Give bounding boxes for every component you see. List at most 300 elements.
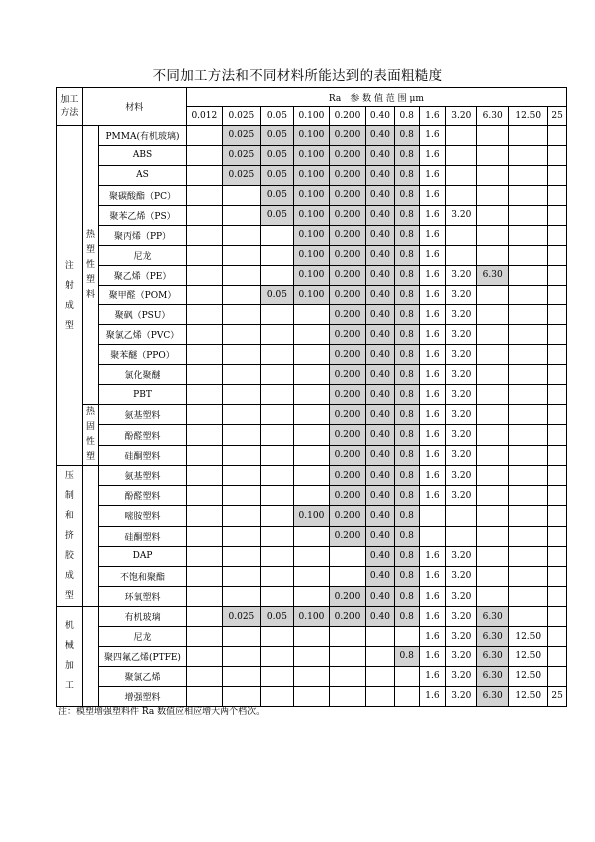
- ra-cell: [446, 225, 477, 245]
- ra-cell: [394, 686, 419, 706]
- ra-cell: 0.200: [329, 607, 365, 627]
- ra-cell: 0.200: [329, 466, 365, 486]
- ra-cell: [293, 425, 329, 445]
- table-row: [57, 486, 567, 506]
- ra-cell: 0.40: [366, 445, 395, 465]
- ra-cell: [446, 165, 477, 185]
- ra-cell: 1.6: [419, 285, 446, 305]
- subcategory-cell: 热固性塑: [82, 405, 98, 466]
- ra-cell: [509, 205, 548, 225]
- ra-cell: [186, 566, 222, 586]
- table-row: [57, 285, 567, 305]
- page-title: 不同加工方法和不同材料所能达到的表面粗糙度: [152, 68, 443, 84]
- ra-cell: 0.100: [293, 126, 329, 146]
- ra-cell: 0.200: [329, 245, 365, 265]
- ra-cell: 0.100: [293, 607, 329, 627]
- ra-cell: [446, 126, 477, 146]
- ra-cell: [548, 145, 567, 165]
- ra-cell: [548, 466, 567, 486]
- ra-cell: 0.40: [366, 607, 395, 627]
- ra-cell: 6.30: [477, 607, 509, 627]
- ra-cell: [477, 506, 509, 526]
- ra-cell: 0.40: [366, 245, 395, 265]
- ra-cell: [260, 647, 293, 667]
- ra-cell: 1.6: [419, 566, 446, 586]
- table-row: [57, 445, 567, 465]
- material-cell: 尼龙: [99, 245, 187, 265]
- ra-cell: [222, 647, 260, 667]
- ra-cell: [509, 365, 548, 385]
- ra-cell: 0.8: [394, 445, 419, 465]
- ra-cell: [260, 445, 293, 465]
- table-row: [57, 466, 567, 486]
- table-row: [57, 345, 567, 365]
- material-cell: 氨基塑料: [99, 405, 187, 425]
- ra-cell: [548, 245, 567, 265]
- ra-cell: [394, 666, 419, 686]
- ra-cell: 3.20: [446, 586, 477, 606]
- ra-cell: [509, 566, 548, 586]
- ra-cell: [446, 145, 477, 165]
- table-row: [57, 185, 567, 205]
- ra-cell: [366, 666, 395, 686]
- ra-cell: 0.40: [366, 466, 395, 486]
- ra-cell: 0.40: [366, 165, 395, 185]
- material-cell: 酚醛塑料: [99, 486, 187, 506]
- ra-cell: [548, 205, 567, 225]
- ra-cell: [509, 385, 548, 405]
- ra-cell: 0.40: [366, 526, 395, 546]
- ra-cell: [186, 285, 222, 305]
- ra-cell: [260, 486, 293, 506]
- ra-cell: [329, 627, 365, 647]
- table-row: [57, 405, 567, 425]
- ra-cell: [548, 365, 567, 385]
- ra-cell: [293, 405, 329, 425]
- material-cell: PMMA(有机玻璃): [99, 126, 187, 146]
- material-cell: 氨基塑料: [99, 466, 187, 486]
- material-cell: 环氧塑料: [99, 586, 187, 606]
- ra-cell: [260, 526, 293, 546]
- ra-cell: [260, 325, 293, 345]
- ra-cell: [329, 666, 365, 686]
- ra-cell: 6.30: [477, 686, 509, 706]
- ra-cell: [477, 425, 509, 445]
- ra-cell: [329, 546, 365, 566]
- ra-cell: [477, 145, 509, 165]
- ra-cell: [186, 385, 222, 405]
- subcategory-cell: [82, 466, 98, 607]
- ra-cell: 3.20: [446, 666, 477, 686]
- ra-cell: 0.8: [394, 285, 419, 305]
- ra-cell: 0.200: [329, 365, 365, 385]
- ra-cell: 12.50: [509, 666, 548, 686]
- ra-cell: 1.6: [419, 265, 446, 285]
- material-cell: 酚醛塑料: [99, 425, 187, 445]
- table-row: [57, 566, 567, 586]
- ra-cell: 0.40: [366, 365, 395, 385]
- ra-cell: 0.40: [366, 486, 395, 506]
- ra-cell: [222, 205, 260, 225]
- ra-cell: 3.20: [446, 405, 477, 425]
- ra-cell: 0.8: [394, 506, 419, 526]
- ra-cell: [260, 586, 293, 606]
- ra-cell: 1.6: [419, 385, 446, 405]
- ra-cell: 1.6: [419, 425, 446, 445]
- ra-cell: [186, 666, 222, 686]
- table-row: [57, 385, 567, 405]
- ra-cell: [260, 566, 293, 586]
- ra-cell: 0.200: [329, 205, 365, 225]
- ra-cell: 0.40: [366, 425, 395, 445]
- ra-cell: [222, 225, 260, 245]
- ra-cell: 0.8: [394, 425, 419, 445]
- ra-cell: [548, 607, 567, 627]
- ra-cell: [260, 225, 293, 245]
- material-cell: 氯化聚醚: [99, 365, 187, 385]
- roughness-table: [56, 87, 567, 707]
- ra-cell: 0.8: [394, 265, 419, 285]
- ra-cell: 0.40: [366, 265, 395, 285]
- ra-cell: [293, 466, 329, 486]
- ra-cell: 0.100: [293, 205, 329, 225]
- ra-cell: [293, 445, 329, 465]
- ra-cell: 0.200: [329, 305, 365, 325]
- ra-value-header: 1.6: [419, 107, 446, 126]
- ra-cell: [293, 325, 329, 345]
- ra-cell: 0.40: [366, 305, 395, 325]
- ra-cell: 0.8: [394, 145, 419, 165]
- ra-cell: [509, 165, 548, 185]
- ra-cell: 0.40: [366, 285, 395, 305]
- ra-cell: [548, 385, 567, 405]
- ra-cell: [186, 647, 222, 667]
- ra-cell: [366, 627, 395, 647]
- ra-cell: [477, 165, 509, 185]
- ra-cell: [509, 586, 548, 606]
- ra-cell: 0.100: [293, 165, 329, 185]
- ra-cell: [186, 225, 222, 245]
- ra-cell: [509, 145, 548, 165]
- ra-cell: [477, 185, 509, 205]
- ra-cell: 0.8: [394, 586, 419, 606]
- ra-cell: [446, 185, 477, 205]
- ra-cell: [477, 566, 509, 586]
- ra-cell: [260, 265, 293, 285]
- ra-cell: 1.6: [419, 627, 446, 647]
- ra-cell: 0.100: [293, 225, 329, 245]
- ra-cell: [548, 425, 567, 445]
- ra-cell: 6.30: [477, 647, 509, 667]
- ra-cell: 6.30: [477, 265, 509, 285]
- ra-cell: [548, 225, 567, 245]
- ra-cell: 0.8: [394, 607, 419, 627]
- ra-cell: 1.6: [419, 546, 446, 566]
- ra-cell: [222, 566, 260, 586]
- ra-cell: [509, 466, 548, 486]
- ra-cell: 0.200: [329, 526, 365, 546]
- ra-cell: [509, 526, 548, 546]
- ra-cell: 3.20: [446, 627, 477, 647]
- ra-cell: 0.8: [394, 345, 419, 365]
- ra-cell: [293, 686, 329, 706]
- ra-cell: [477, 325, 509, 345]
- ra-cell: [222, 405, 260, 425]
- table-row: [57, 165, 567, 185]
- ra-cell: [260, 686, 293, 706]
- table-row: [57, 546, 567, 566]
- table-row: [57, 425, 567, 445]
- ra-cell: [222, 325, 260, 345]
- material-cell: 聚丙烯（PP）: [99, 225, 187, 245]
- ra-cell: 3.20: [446, 686, 477, 706]
- subcategory-cell: 热塑性塑料: [82, 126, 98, 405]
- ra-cell: 0.40: [366, 566, 395, 586]
- ra-cell: 0.40: [366, 126, 395, 146]
- ra-cell: [222, 345, 260, 365]
- ra-cell: 0.025: [222, 145, 260, 165]
- ra-cell: [260, 245, 293, 265]
- ra-cell: [366, 686, 395, 706]
- ra-cell: [509, 506, 548, 526]
- ra-cell: 3.20: [446, 607, 477, 627]
- ra-value-header: 0.100: [293, 107, 329, 126]
- method-cell: 注射成型: [57, 126, 83, 466]
- ra-cell: [186, 526, 222, 546]
- ra-cell: [477, 225, 509, 245]
- ra-cell: [509, 607, 548, 627]
- ra-cell: [186, 245, 222, 265]
- ra-cell: [293, 526, 329, 546]
- method-cell: 机械加工: [57, 607, 83, 707]
- ra-cell: 3.20: [446, 285, 477, 305]
- ra-cell: 6.30: [477, 627, 509, 647]
- ra-cell: 0.05: [260, 607, 293, 627]
- ra-cell: [293, 385, 329, 405]
- ra-cell: [509, 285, 548, 305]
- ra-cell: [186, 425, 222, 445]
- ra-cell: [222, 265, 260, 285]
- ra-cell: 0.100: [293, 245, 329, 265]
- table-row: [57, 245, 567, 265]
- ra-cell: [509, 265, 548, 285]
- ra-cell: [293, 345, 329, 365]
- ra-cell: [222, 285, 260, 305]
- ra-value-header: 0.8: [394, 107, 419, 126]
- ra-cell: [509, 325, 548, 345]
- material-cell: 聚苯乙烯（PS）: [99, 205, 187, 225]
- ra-cell: [477, 305, 509, 325]
- ra-cell: 3.20: [446, 365, 477, 385]
- ra-cell: [509, 126, 548, 146]
- ra-cell: 1.6: [419, 365, 446, 385]
- ra-cell: 3.20: [446, 325, 477, 345]
- method-header: 加工方法: [57, 88, 83, 126]
- ra-cell: [293, 566, 329, 586]
- ra-cell: [548, 345, 567, 365]
- ra-cell: 1.6: [419, 345, 446, 365]
- ra-cell: [293, 546, 329, 566]
- ra-value-header: 6.30: [477, 107, 509, 126]
- ra-cell: 0.8: [394, 165, 419, 185]
- ra-cell: [394, 627, 419, 647]
- ra-cell: [293, 486, 329, 506]
- table-row: [57, 607, 567, 627]
- ra-cell: [186, 365, 222, 385]
- ra-cell: 3.20: [446, 466, 477, 486]
- ra-cell: 1.6: [419, 666, 446, 686]
- material-cell: 聚碳酸酯（PC）: [99, 185, 187, 205]
- ra-cell: [186, 265, 222, 285]
- ra-cell: [222, 486, 260, 506]
- material-cell: 聚甲醛（POM）: [99, 285, 187, 305]
- ra-cell: [186, 165, 222, 185]
- ra-cell: [222, 666, 260, 686]
- ra-cell: [446, 245, 477, 265]
- ra-cell: [477, 245, 509, 265]
- ra-cell: 3.20: [446, 546, 477, 566]
- material-cell: 聚四氟乙烯(PTFE): [99, 647, 187, 667]
- ra-cell: [477, 365, 509, 385]
- ra-cell: [548, 285, 567, 305]
- ra-cell: [366, 647, 395, 667]
- ra-cell: [419, 506, 446, 526]
- ra-cell: 0.100: [293, 145, 329, 165]
- ra-cell: 0.200: [329, 285, 365, 305]
- ra-cell: 0.100: [293, 506, 329, 526]
- ra-cell: [548, 647, 567, 667]
- ra-cell: 0.05: [260, 185, 293, 205]
- ra-cell: 1.6: [419, 686, 446, 706]
- ra-value-header: 0.025: [222, 107, 260, 126]
- material-cell: 聚乙烯（PE）: [99, 265, 187, 285]
- material-cell: ABS: [99, 145, 187, 165]
- ra-cell: [186, 586, 222, 606]
- ra-value-header: 0.200: [329, 107, 365, 126]
- table-row: [57, 145, 567, 165]
- ra-cell: [186, 466, 222, 486]
- ra-cell: [186, 607, 222, 627]
- material-cell: 聚氯乙烯（PVC）: [99, 325, 187, 345]
- ra-cell: 3.20: [446, 205, 477, 225]
- ra-cell: [509, 345, 548, 365]
- ra-cell: [186, 345, 222, 365]
- ra-cell: 0.40: [366, 385, 395, 405]
- ra-cell: 1.6: [419, 486, 446, 506]
- material-cell: 增强塑料: [99, 686, 187, 706]
- ra-cell: [419, 526, 446, 546]
- ra-cell: [548, 586, 567, 606]
- ra-cell: 0.40: [366, 405, 395, 425]
- ra-cell: 1.6: [419, 145, 446, 165]
- ra-cell: [548, 185, 567, 205]
- material-header: 材料: [82, 88, 186, 126]
- ra-cell: [477, 385, 509, 405]
- table-row: [57, 526, 567, 546]
- ra-cell: 0.200: [329, 445, 365, 465]
- ra-cell: 0.8: [394, 466, 419, 486]
- ra-cell: [548, 325, 567, 345]
- ra-cell: [222, 445, 260, 465]
- ra-cell: 0.200: [329, 425, 365, 445]
- ra-cell: 0.200: [329, 145, 365, 165]
- ra-cell: [186, 627, 222, 647]
- ra-cell: 12.50: [509, 647, 548, 667]
- table-row: [57, 205, 567, 225]
- ra-cell: [329, 647, 365, 667]
- ra-value-header: 0.012: [186, 107, 222, 126]
- ra-cell: [548, 666, 567, 686]
- ra-cell: [293, 647, 329, 667]
- ra-cell: 0.05: [260, 285, 293, 305]
- ra-cell: 0.8: [394, 325, 419, 345]
- ra-cell: [222, 627, 260, 647]
- ra-cell: 0.025: [222, 165, 260, 185]
- ra-cell: [222, 506, 260, 526]
- ra-cell: 1.6: [419, 445, 446, 465]
- ra-cell: 0.40: [366, 345, 395, 365]
- material-cell: 硅酮塑料: [99, 526, 187, 546]
- ra-cell: [477, 345, 509, 365]
- ra-cell: 0.200: [329, 405, 365, 425]
- ra-cell: [477, 405, 509, 425]
- ra-cell: [222, 245, 260, 265]
- ra-cell: [548, 486, 567, 506]
- ra-cell: 0.8: [394, 245, 419, 265]
- table-row: [57, 506, 567, 526]
- ra-cell: 3.20: [446, 486, 477, 506]
- ra-cell: [477, 586, 509, 606]
- ra-cell: [477, 285, 509, 305]
- ra-cell: 1.6: [419, 586, 446, 606]
- ra-cell: [293, 305, 329, 325]
- ra-cell: [509, 445, 548, 465]
- ra-cell: [186, 405, 222, 425]
- ra-cell: 1.6: [419, 126, 446, 146]
- material-cell: 硅酮塑料: [99, 445, 187, 465]
- ra-cell: 0.200: [329, 385, 365, 405]
- ra-cell: [477, 546, 509, 566]
- ra-cell: [260, 627, 293, 647]
- ra-cell: 0.200: [329, 345, 365, 365]
- ra-cell: 0.8: [394, 225, 419, 245]
- ra-cell: 1.6: [419, 305, 446, 325]
- ra-cell: 0.8: [394, 365, 419, 385]
- ra-cell: [446, 526, 477, 546]
- ra-cell: 0.200: [329, 265, 365, 285]
- ra-cell: [260, 425, 293, 445]
- ra-value-header: 0.05: [260, 107, 293, 126]
- ra-cell: [548, 265, 567, 285]
- ra-cell: 0.8: [394, 185, 419, 205]
- ra-cell: 0.200: [329, 185, 365, 205]
- method-cell: 压制和挤胶成型: [57, 466, 83, 607]
- ra-cell: [548, 126, 567, 146]
- material-cell: 不饱和聚酯: [99, 566, 187, 586]
- ra-cell: 1.6: [419, 185, 446, 205]
- ra-cell: 0.025: [222, 607, 260, 627]
- ra-cell: [477, 486, 509, 506]
- ra-range-header: Ra 参 数 值 范 围 μm: [186, 88, 566, 107]
- ra-cell: 0.05: [260, 205, 293, 225]
- material-cell: 聚砜（PSU）: [99, 305, 187, 325]
- ra-cell: 0.8: [394, 305, 419, 325]
- ra-cell: 0.8: [394, 405, 419, 425]
- material-cell: 聚氯乙烯: [99, 666, 187, 686]
- ra-cell: [222, 185, 260, 205]
- ra-cell: 0.40: [366, 205, 395, 225]
- ra-cell: 1.6: [419, 325, 446, 345]
